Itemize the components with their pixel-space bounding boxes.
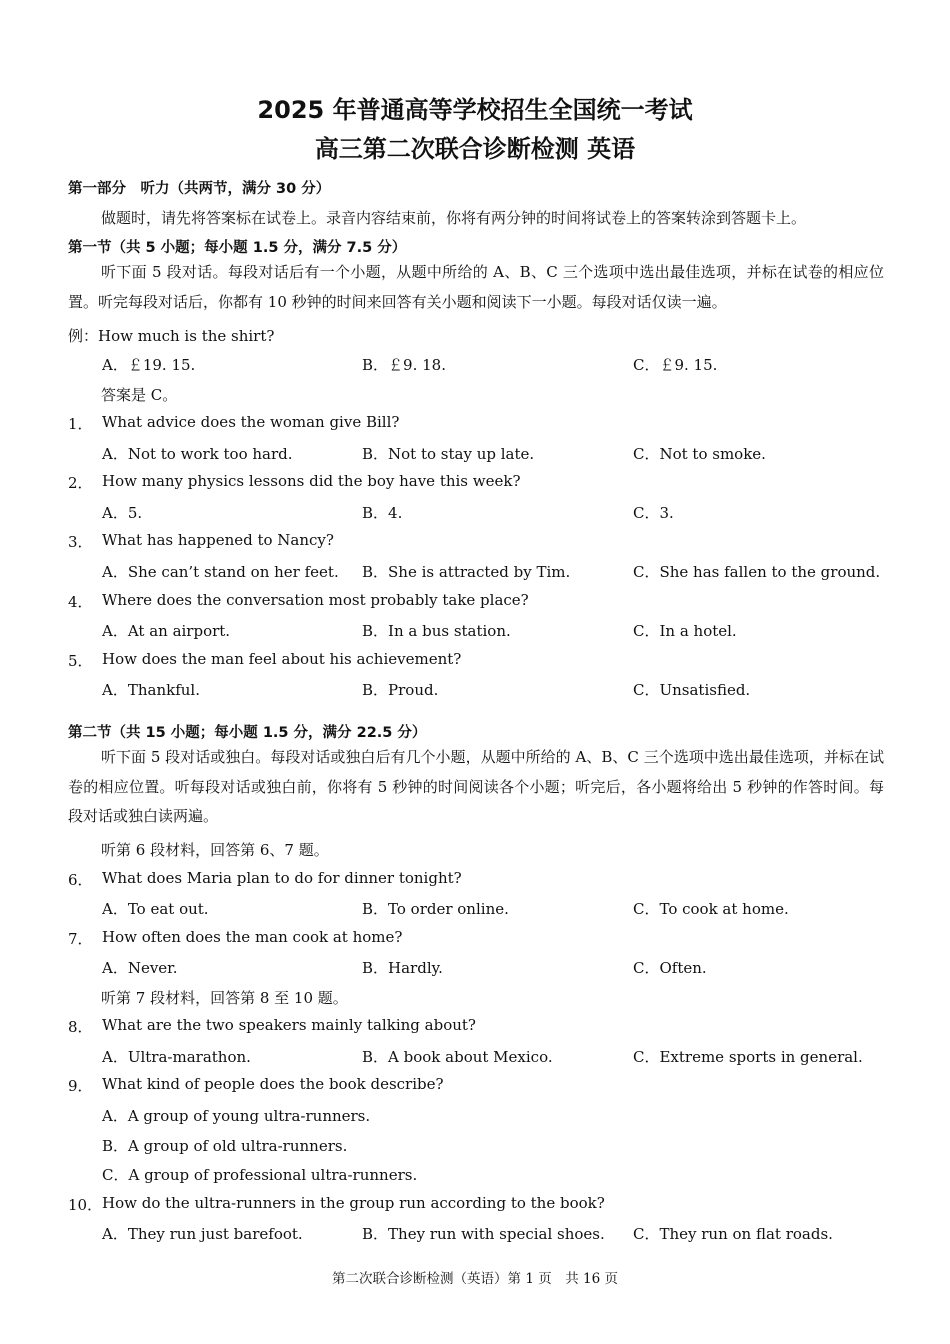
question-number: 4． xyxy=(68,593,93,611)
option-c: C．Often. xyxy=(633,959,707,977)
option-a: A．To eat out. xyxy=(102,900,209,918)
question-number: 2． xyxy=(68,474,93,492)
question-number: 5． xyxy=(68,652,93,670)
option-a: A．At an airport. xyxy=(102,622,231,640)
option-c: C．3. xyxy=(633,504,674,522)
example-option-b: B．￡9. 18. xyxy=(362,356,446,374)
option-a: A．She can’t stand on her feet. xyxy=(102,563,339,581)
example-option-a: A．￡19. 15. xyxy=(102,356,196,374)
question-text: What does Maria plan to do for dinner tonight? xyxy=(102,869,462,887)
section1-instruction: 听下面 5 段对话。每段对话后有一个小题，从题中所给的 A、B、C 三个选项中选出最佳选项，并标在试卷的相应位置。听完每段对话后，你都有 10 秒钟的时间来回答有关小题和阅读下一小题。每段对话仅读一遍。 xyxy=(68,263,884,311)
option-b: B．To order online. xyxy=(362,900,509,918)
option-c: C．In a hotel. xyxy=(633,622,737,640)
option-b: B．4. xyxy=(362,504,403,522)
section2-instruction: 听下面 5 段对话或独白。每段对话或独白后有几个小题，从题中所给的 A、B、C 三个选项中选出最佳选项，并标在试卷的相应位置。听每段对话或独白前，你将有 5 秒钟的时间阅读各个小题；听完后，各小题将给出 5 秒钟的作答时间。每段对话或独白读两遍。 xyxy=(68,748,884,825)
question-number: 8． xyxy=(68,1018,93,1036)
option-a: A．Not to work too hard. xyxy=(102,445,293,463)
option-c: C．She has fallen to the ground. xyxy=(633,563,881,581)
option-b: B．A group of old ultra-runners. xyxy=(102,1137,348,1155)
option-c: C．Not to smoke. xyxy=(633,445,766,463)
option-b: B．In a bus station. xyxy=(362,622,511,640)
example-option-c: C．￡9. 15. xyxy=(633,356,718,374)
question-number: 7． xyxy=(68,930,93,948)
option-a: A．A group of young ultra-runners. xyxy=(102,1107,371,1125)
question-number: 6． xyxy=(68,871,93,889)
example-answer: 答案是 C。 xyxy=(101,386,178,404)
option-a: A．5. xyxy=(102,504,143,522)
question-text: What has happened to Nancy? xyxy=(102,531,334,549)
option-b: B．They run with special shoes. xyxy=(362,1225,605,1243)
material-6-note: 听第 6 段材料，回答第 6、7 题。 xyxy=(101,841,329,859)
option-b: B．Proud. xyxy=(362,681,439,699)
question-text: What kind of people does the book describe? xyxy=(102,1075,444,1093)
question-text: How often does the man cook at home? xyxy=(102,928,403,946)
question-text: How does the man feel about his achievement? xyxy=(102,650,462,668)
option-b: B．Hardly. xyxy=(362,959,443,977)
question-number: 9． xyxy=(68,1077,93,1095)
option-c: C．They run on flat roads. xyxy=(633,1225,833,1243)
page-footer: 第二次联合诊断检测（英语）第 1 页 共 16 页 xyxy=(332,1271,618,1287)
option-a: A．Ultra-marathon. xyxy=(102,1048,251,1066)
material-7-note: 听第 7 段材料，回答第 8 至 10 题。 xyxy=(101,989,348,1007)
option-b: B．Not to stay up late. xyxy=(362,445,535,463)
option-b: B．She is attracted by Tim. xyxy=(362,563,571,581)
part1-instruction: 做题时，请先将答案标在试卷上。录音内容结束前，你将有两分钟的时间将试卷上的答案转涂到答题卡上。 xyxy=(101,209,807,227)
option-c: C．A group of professional ultra-runners. xyxy=(102,1166,418,1184)
option-a: A．Never. xyxy=(102,959,178,977)
option-a: A．Thankful. xyxy=(102,681,200,699)
question-number: 1． xyxy=(68,415,93,433)
question-number: 10． xyxy=(68,1196,103,1214)
option-c: C．To cook at home. xyxy=(633,900,789,918)
option-c: C．Unsatisfied. xyxy=(633,681,751,699)
option-a: A．They run just barefoot. xyxy=(102,1225,303,1243)
section1-heading: 第一节（共 5 小题；每小题 1.5 分，满分 7.5 分） xyxy=(68,240,407,256)
option-b: B．A book about Mexico. xyxy=(362,1048,553,1066)
question-number: 3． xyxy=(68,533,93,551)
question-text: How do the ultra-runners in the group run according to the book? xyxy=(102,1194,605,1212)
question-text: What advice does the woman give Bill? xyxy=(102,413,400,431)
part1-heading: 第一部分 听力（共两节，满分 30 分） xyxy=(68,181,331,197)
section2-heading: 第二节（共 15 小题；每小题 1.5 分，满分 22.5 分） xyxy=(68,725,427,741)
question-text: Where does the conversation most probably take place? xyxy=(102,591,529,609)
exam-subtitle: 高三第二次联合诊断检测 英语 xyxy=(314,135,636,163)
exam-title: 2025 年普通高等学校招生全国统一考试 xyxy=(257,96,693,124)
example-question: 例：How much is the shirt? xyxy=(68,327,275,345)
question-text: How many physics lessons did the boy have this week? xyxy=(102,472,521,490)
question-text: What are the two speakers mainly talking about? xyxy=(102,1016,476,1034)
option-c: C．Extreme sports in general. xyxy=(633,1048,863,1066)
